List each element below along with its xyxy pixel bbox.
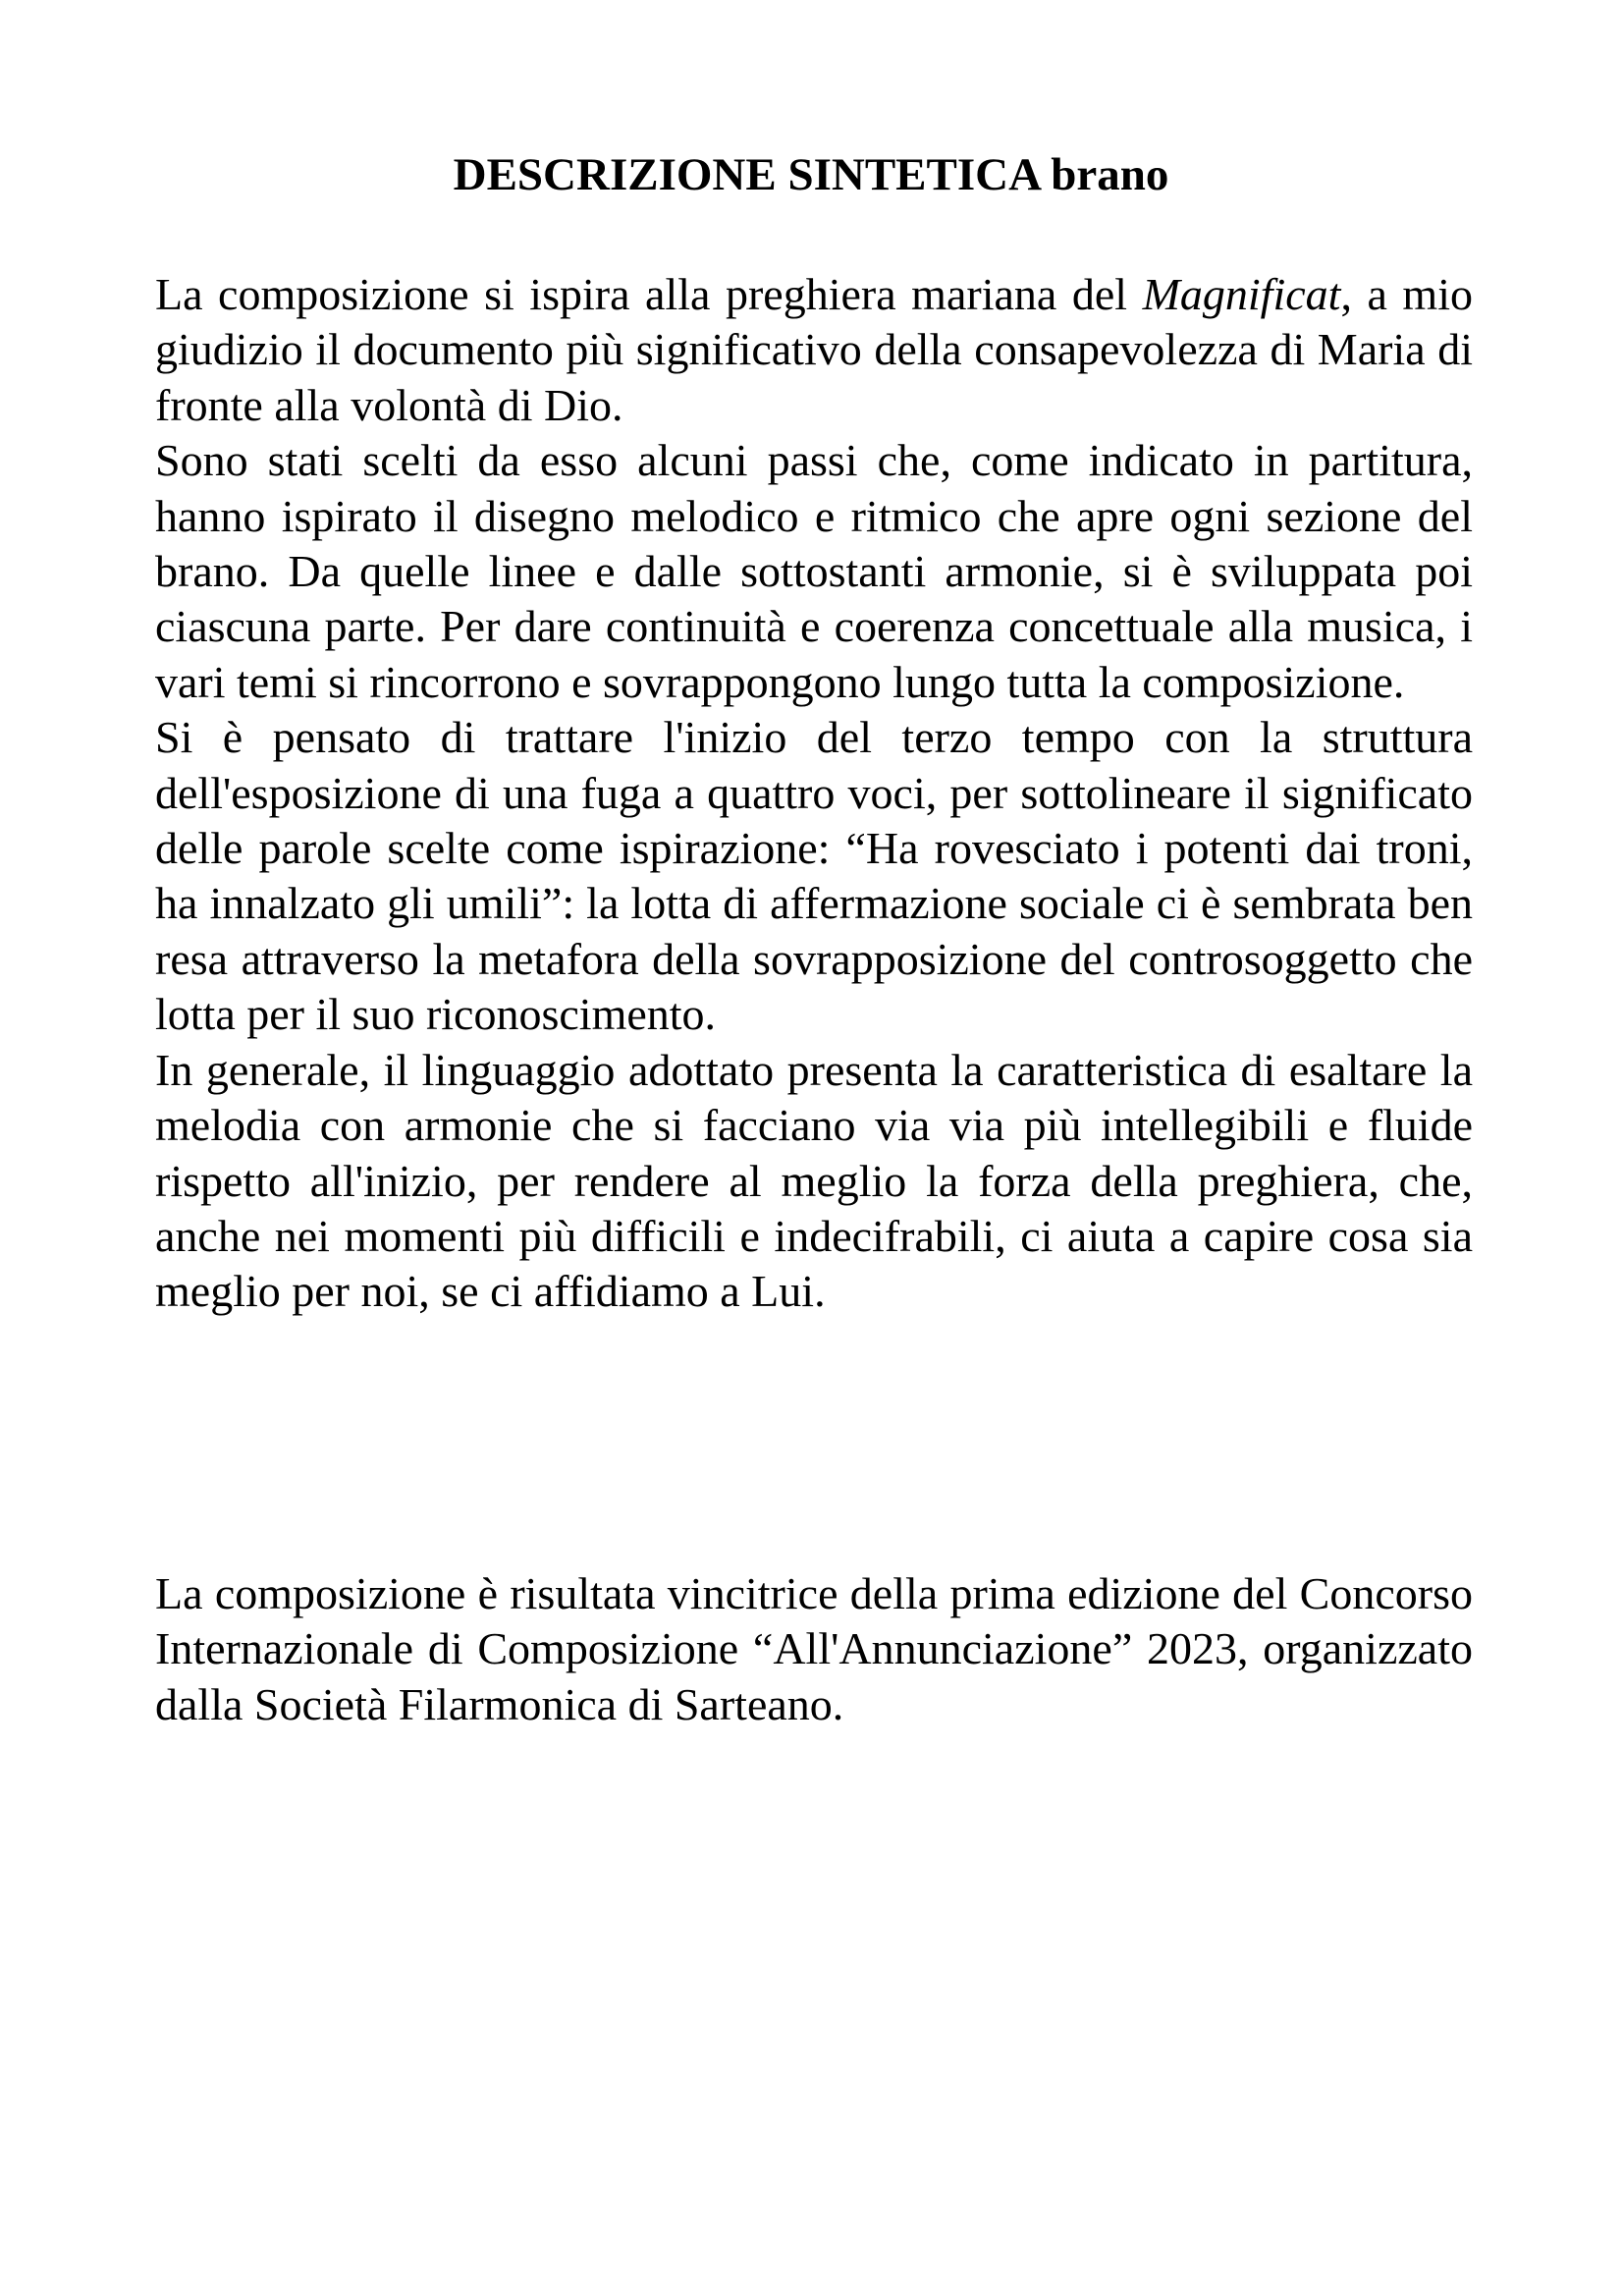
paragraph-3: Si è pensato di trattare l'inizio del terzo tempo con la struttura dell'esposizione di una fuga a quattro voci, per sottolineare il significato delle parole scelte come ispirazione: “Ha rovesciato i potenti dai troni, ha innalzato gli umili”: la lotta di affermazione sociale ci è sembrata ben resa attraverso la metafora della sovrapposizione del controsoggetto che lotta per il suo riconoscimento. xyxy=(155,712,1473,1040)
paragraph-1 xyxy=(155,267,1473,433)
paragraph-2: Sono stati scelti da esso alcuni passi che, come indicato in partitura, hanno ispirato il disegno melodico e ritmico che apre ogni sezione del brano. Da quelle linee e dalle sottostanti armonie, si è sviluppata poi ciascuna parte. Per dare continuità e coerenza concettuale alla musica, i vari temi si rincorrono e sovrappongono lungo tutta la composizione. xyxy=(155,435,1473,707)
award-note xyxy=(155,1566,1473,1732)
document-title: DESCRIZIONE SINTETICA brano xyxy=(453,149,1169,200)
paragraph-1-italic-title: Magnificat xyxy=(1142,269,1341,319)
paragraph-4: In generale, il linguaggio adottato presenta la caratteristica di esaltare la melodia con armonie che si facciano via via più intellegibili e fluide rispetto all'inizio, per rendere al meglio la forza della preghiera, che, anche nei momenti più difficili e indecifrabili, ci aiuta a capire cosa sia meglio per noi, se ci affidiamo a Lui. xyxy=(155,1044,1473,1317)
description-body xyxy=(155,267,1473,1320)
paragraph-1-before: La composizione si ispira alla preghiera mariana del xyxy=(155,269,1143,319)
closing-paragraph: La composizione è risultata vincitrice della prima edizione del Concorso Internazionale di Composizione “All'Annunciazione” 2023, organizzato dalla Società Filarmonica di Sarteano. xyxy=(155,1568,1473,1729)
paragraph-1-after: , a mio giudizio il documento più significativo della consapevolezza di Maria di fronte alla volontà di Dio. xyxy=(155,269,1473,430)
